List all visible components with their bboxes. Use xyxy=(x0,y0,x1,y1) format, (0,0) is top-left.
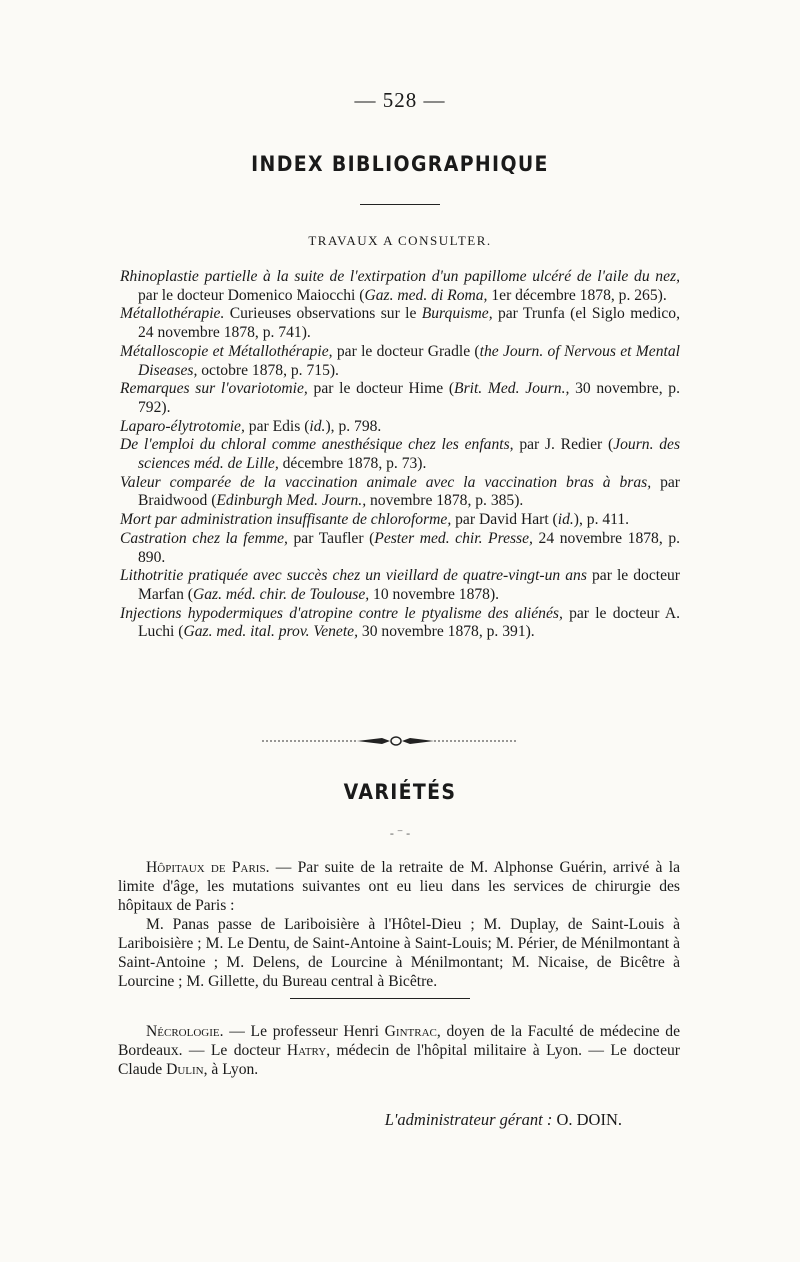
entry-title: Injections hypodermiques d'atropine contre le ptyalisme des aliénés, xyxy=(120,604,563,622)
bibliography-entry xyxy=(120,343,680,380)
entry-rest: par le docteur A. Luchi ( xyxy=(138,604,680,641)
bibliography-entry xyxy=(120,268,680,305)
signature-role: L'administrateur gérant : xyxy=(384,1110,553,1129)
index-title: INDEX BIBLIOGRAPHIQUE xyxy=(251,152,549,176)
entry-title: Remarques sur l'ovariotomie, xyxy=(120,380,308,398)
necrologie-paragraph xyxy=(118,1022,680,1079)
hopitaux-paragraph-2: M. Panas passe de Lariboisière à l'Hôtel-Dieu ; M. Duplay, de Saint-Louis à Lariboisière ; M. Le Dentu, de Saint-Antoine à Saint-Louis; M. Périer, de Ménilmontant à Saint-Antoine ; M. Delens, de Lourcine à Ménilmontant; M. Nicaise, de Bicêtre à Lourcine ; M. Gillette, du Bureau central à Bicêtre. xyxy=(118,916,680,990)
ornament-divider xyxy=(262,734,518,748)
page-number: — 528 — xyxy=(354,88,446,112)
entry-source: Pester med. chir. Presse, xyxy=(374,529,533,547)
entry-source: Burquisme, xyxy=(421,305,493,323)
entry-source: id. xyxy=(557,511,574,529)
entry-source: Gaz. med. di Roma, xyxy=(364,286,488,304)
section-rule xyxy=(290,998,470,999)
entry-title: Métalloscopie et Métallothérapie, xyxy=(120,342,333,360)
entry-rest: par le docteur Domenico Maiocchi ( xyxy=(138,286,365,304)
person-name: Hatry xyxy=(286,1042,327,1059)
entry-rest: par Edis ( xyxy=(244,417,310,435)
entry-rest: par J. Redier ( xyxy=(513,436,614,454)
entry-tail: 30 novembre 1878, p. 391). xyxy=(358,623,535,641)
signature xyxy=(0,1110,622,1130)
person-name: Dulin xyxy=(166,1061,204,1078)
necrologie-text: , doyen de la Faculté de médecine de Bordeaux. — Le docteur xyxy=(118,1023,680,1059)
entry-rest: par David Hart ( xyxy=(451,511,558,529)
necrologie-text: , médecin de l'hôpital militaire à Lyon. — Le docteur Claude xyxy=(118,1042,680,1078)
entry-tail: octobre 1878, p. 715). xyxy=(197,361,339,379)
bibliography-entry xyxy=(120,530,680,567)
entry-tail: par Trunfa (el Siglo medico, 24 novembre 1878, p. 741). xyxy=(138,305,680,342)
section-mark: - ⁻ - xyxy=(389,826,411,840)
entry-source: the Journ. of Nervous et Mental Diseases, xyxy=(138,342,680,379)
entry-title: Lithotritie pratiquée avec succès chez un vieillard de quatre-vingt-un ans xyxy=(120,567,587,585)
person-name: Gintrac xyxy=(384,1023,437,1040)
entry-source: Journ. des sciences méd. de Lille, xyxy=(138,436,681,473)
entry-tail: 10 novembre 1878). xyxy=(369,585,500,603)
hopitaux-text: — Par suite de la retraite de M. Alphonse Guérin, arrivé à la limite d'âge, les mutations suivantes ont eu lieu dans les services de chirurgie des hôpitaux de Paris : xyxy=(118,859,680,914)
entry-tail: décembre 1878, p. 73). xyxy=(278,455,427,473)
bibliography-entry xyxy=(120,474,680,511)
entry-source: Brit. Med. Journ., xyxy=(454,380,570,398)
entry-tail: ), p. 411. xyxy=(573,511,630,529)
entry-rest: par Braidwood ( xyxy=(138,473,680,510)
necrologie-heading: Nécrologie. xyxy=(146,1023,224,1040)
entry-tail: 30 novembre, p. 792). xyxy=(138,380,680,416)
varietes-title: VARIÉTÉS xyxy=(343,780,457,804)
title-rule xyxy=(360,204,440,205)
entry-tail: 24 novembre 1878, p. 890. xyxy=(138,529,681,566)
bibliography-entry xyxy=(120,567,680,604)
bibliography-entry xyxy=(120,605,680,642)
entry-rest: par le docteur Marfan ( xyxy=(138,567,681,603)
necrologie-text: — Le professeur Henri xyxy=(223,1023,385,1040)
entry-title: Laparo-élytrotomie, xyxy=(120,417,245,435)
entry-tail: 1er décembre 1878, p. 265). xyxy=(487,286,667,304)
hopitaux-section xyxy=(118,858,680,991)
entry-rest: Curieuses observations sur le xyxy=(224,305,422,323)
entry-title: Castration chez la femme, xyxy=(120,529,288,547)
hopitaux-heading: Hôpitaux de Paris. xyxy=(146,859,270,876)
bibliography-entry xyxy=(120,418,680,437)
entry-title: Métallothérapie. xyxy=(120,305,225,323)
bibliography-entry xyxy=(120,305,680,342)
entry-rest: par le docteur Hime ( xyxy=(307,380,455,398)
entry-tail: ), p. 798. xyxy=(325,417,382,435)
bibliography-entry xyxy=(120,380,680,417)
entry-title: Valeur comparée de la vaccination animale avec la vaccination bras à bras, xyxy=(120,473,652,491)
signature-name: O. DOIN. xyxy=(552,1110,622,1129)
entry-title: De l'emploi du chloral comme anesthésique chez les enfants, xyxy=(120,436,514,454)
hopitaux-paragraph xyxy=(118,858,680,915)
entry-source: Gaz. med. ital. prov. Venete, xyxy=(183,623,358,641)
necrologie-text: , à Lyon. xyxy=(203,1061,259,1078)
entry-tail: novembre 1878, p. 385). xyxy=(366,492,524,510)
index-subtitle: TRAVAUX A CONSULTER. xyxy=(308,233,492,248)
necrologie-section xyxy=(118,1022,680,1079)
bibliography-entry xyxy=(120,511,680,530)
entry-rest: par Taufler ( xyxy=(287,529,375,547)
entry-title: Rhinoplastie partielle à la suite de l'extirpation d'un papillome ulcéré de l'aile du nez, xyxy=(120,268,680,285)
entry-title: Mort par administration insuffisante de chloroforme, xyxy=(120,511,452,529)
entry-source: Gaz. méd. chir. de Toulouse, xyxy=(192,585,370,603)
bibliography-list xyxy=(120,268,680,642)
bibliography-entry xyxy=(120,436,680,473)
entry-source: id. xyxy=(309,417,326,435)
entry-rest: par le docteur Gradle ( xyxy=(332,342,480,360)
entry-source: Edinburgh Med. Journ., xyxy=(216,492,367,510)
